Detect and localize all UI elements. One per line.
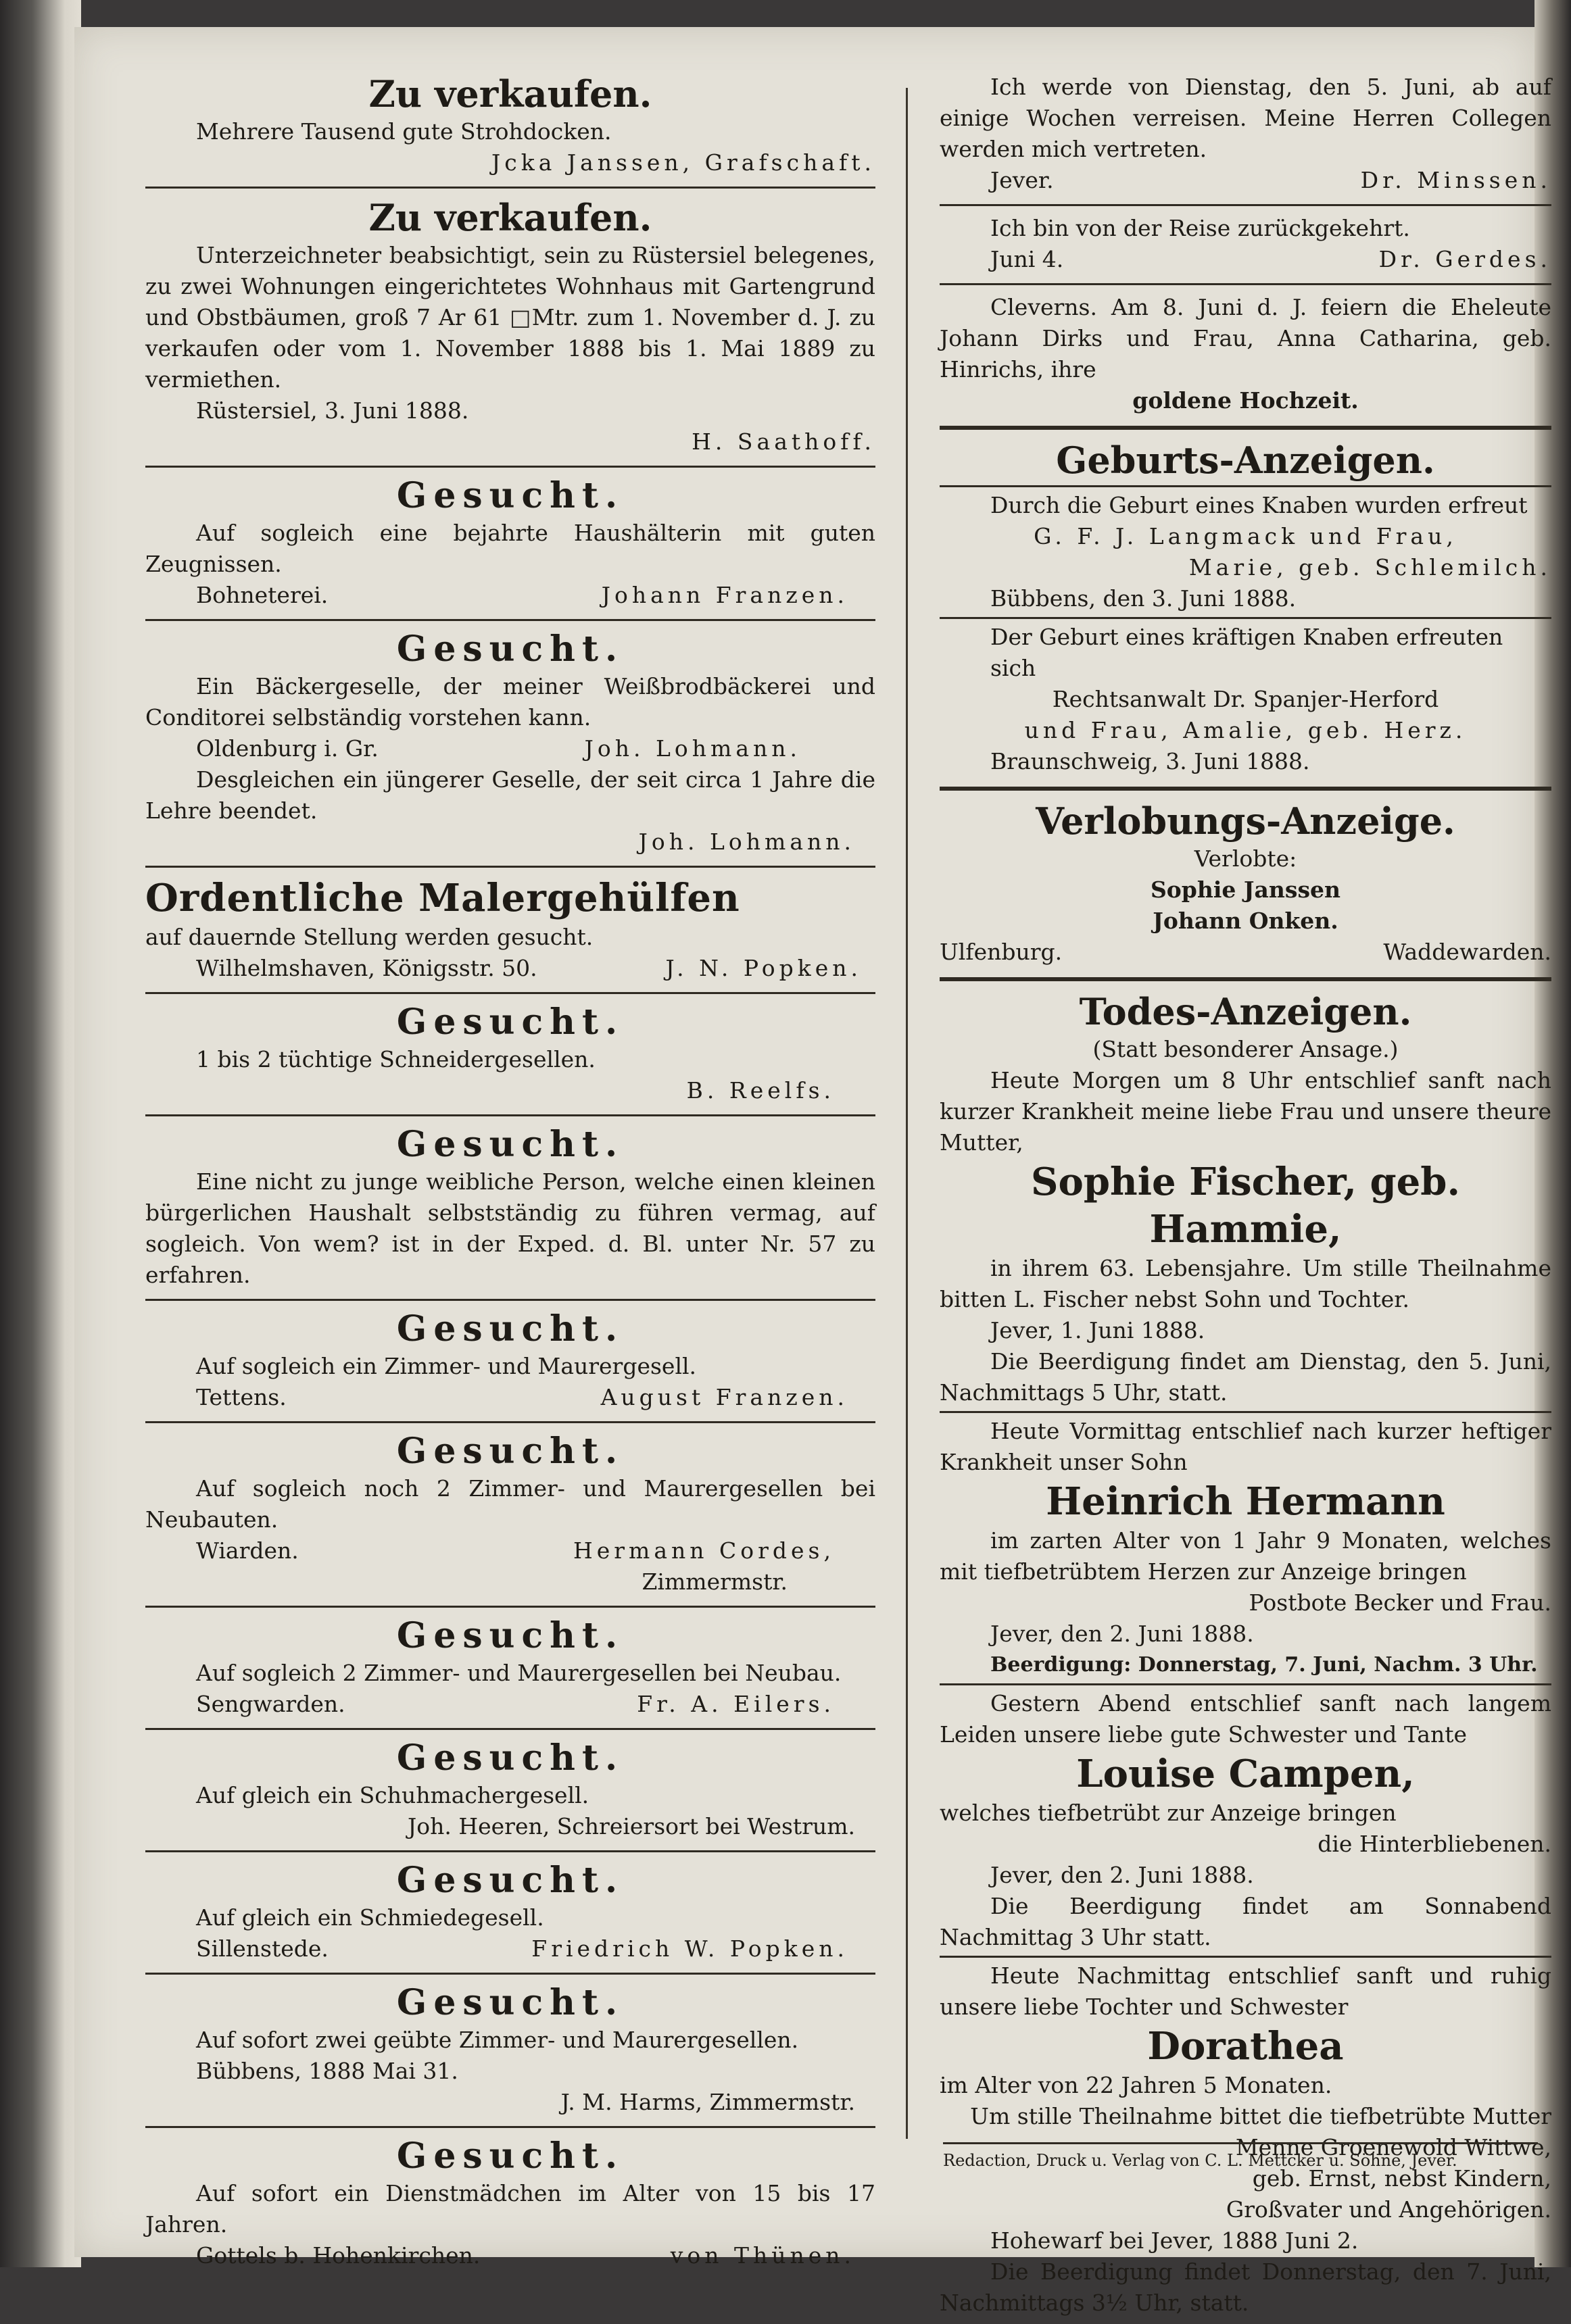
ad-text: Auf sofort zwei geübte Zimmer- und Maurergesellen. [196,2027,799,2053]
engagement-place-1: Ulfenburg. [940,939,1063,965]
ad-title: Gesucht. [396,1982,625,2023]
ad-title: Gesucht. [396,1431,625,1472]
ad-house-sale [145,191,875,463]
ad-carpenter-tettens [145,1304,875,1418]
birth-1-text: Durch die Geburt eines Knaben wurden erfreut [990,492,1528,518]
ad-text: Mehrere Tausend gute Strohdocken. [196,118,612,145]
divider [940,204,1551,206]
ad-signature: von Thünen. [670,2242,855,2269]
section-subtitle: (Statt besonderer Ansage.) [1092,1036,1399,1062]
birth-2-parents: Rechtsanwalt Dr. Spanjer-Herford [1052,686,1439,712]
ad-straw-sale [145,68,875,184]
ad-signature: August Franzen. [600,1384,848,1410]
ad-signature: J. M. Harms, Zimmermstr. [560,2089,855,2115]
ad-title: Gesucht. [396,475,625,516]
notice-signature: Dr. Gerdes. [1378,246,1551,272]
ad-signature: Johann Franzen. [601,582,848,608]
ad-signature: Joh. Heeren, Schreiersort bei Westrum. [408,1813,855,1839]
divider-thick [940,426,1551,430]
death-4-place: Hohewarf bei Jever, 1888 Juni 2. [990,2227,1359,2254]
ad-title: Ordentliche Malergehülfen [145,876,740,920]
ad-signature-2: Joh. Lohmann. [638,829,855,855]
left-column [145,68,875,2277]
birth-2-mother: und Frau, Amalie, geb. Herz. [1024,717,1467,743]
notice-place: Jever. [990,167,1054,193]
death-1-place: Jever, 1. Juni 1888. [990,1317,1205,1343]
death-4-text-3: Um stille Theilnahme bittet die tiefbetrübte Mutter [970,2103,1551,2129]
divider [145,992,875,994]
section-engagement [940,795,1551,973]
divider [940,485,1551,487]
divider [940,1683,1551,1685]
death-2-text-2: im zarten Alter von 1 Jahr 9 Monaten, welches mit tiefbetrübtem Herzen zur Anzeige bringen [940,1527,1551,1585]
divider [145,466,875,468]
ad-signature-title: Zimmermstr. [642,1568,788,1595]
notice-text: Ich bin von der Reise zurückgekehrt. [990,215,1410,241]
divider [940,283,1551,285]
notice-text: Cleverns. Am 8. Juni d. J. feiern die Eheleute Johann Dirks und Frau, Anna Catharina, geb. Hinrichs, ihre [940,294,1551,382]
death-2-place: Jever, den 2. Juni 1888. [990,1621,1254,1647]
notice-signature: Dr. Minssen. [1360,167,1551,193]
ad-painters [145,870,875,989]
ad-text: Eine nicht zu junge weibliche Person, welche einen kleinen bürgerlichen Haushalt selbstständig zu führen vermag, auf sogleich. Von wem? ist in der Exped. d. Bl. unter Nr. 57 zu erfahren. [145,1168,875,1288]
ad-title: Gesucht. [396,628,625,670]
ad-signature: Friedrich W. Popken. [531,1935,848,1962]
birth-1-place: Bübbens, den 3. Juni 1888. [990,585,1297,612]
notice-highlight: goldene Hochzeit. [1132,387,1359,414]
scan-edge-left [0,0,81,2267]
death-1-name: Sophie Fischer, geb. Hammie, [1031,1160,1460,1252]
death-2-burial: Beerdigung: Donnerstag, 7. Juni, Nachm. 3 Uhr. [990,1653,1538,1677]
death-1-burial: Die Beerdigung findet am Dienstag, den 5. Juni, Nachmittags 5 Uhr, statt. [940,1348,1551,1406]
divider [940,1411,1551,1413]
ad-signature: Joh. Lohmann. [584,735,801,762]
divider [145,1973,875,1975]
ad-text: Auf sogleich ein Zimmer- und Maurergesell. [196,1353,697,1379]
ad-place: Oldenburg i. Gr. [196,735,379,762]
ad-title: Gesucht. [396,1308,625,1350]
ad-text: Auf sogleich 2 Zimmer- und Maurergesellen bei Neubau. [196,1660,842,1686]
engagement-bride: Sophie Janssen [1150,876,1341,903]
ad-title: Gesucht. [396,1860,625,1901]
birth-1-parents: G. F. J. Langmack und Frau, [1034,523,1457,549]
ad-place: Sillenstede. [196,1935,329,1962]
engagement-place-2: Waddewarden. [1383,939,1551,965]
ad-carpenter-sengwarden [145,1610,875,1725]
ad-text: Auf sogleich noch 2 Zimmer- und Maurergesellen bei Neubauten. [145,1475,875,1533]
death-2-name: Heinrich Hermann [1046,1479,1445,1524]
ad-title: Gesucht. [396,1124,625,1165]
engagement-subtitle: Verlobte: [1194,845,1297,872]
ad-signature: Jcka Janssen, Grafschaft. [491,149,875,176]
section-title: Geburts-Anzeigen. [1056,439,1435,482]
engagement-groom: Johann Onken. [1153,908,1338,934]
birth-2-place: Braunschweig, 3. Juni 1888. [990,748,1310,774]
divider [940,1956,1551,1958]
notice-return [940,209,1551,280]
section-title: Todes-Anzeigen. [1079,990,1412,1033]
ad-smith [145,1855,875,1970]
ad-text: Auf sogleich eine bejahrte Haushälterin mit guten Zeugnissen. [145,520,875,577]
divider [145,866,875,868]
ad-text: Unterzeichneter beabsichtigt, sein zu Rüstersiel belegenes, zu zwei Wohnungen eingerichtetes Wohnhaus mit Gartengrund und Obstbäumen, groß 7 Ar 61 □Mtr. zum 1. November d. J. zu verkaufen oder vom 1. November 1888 bis 1. Mai 1889 zu vermiethen. [145,242,875,393]
ad-place: Bohneterei. [196,582,329,608]
ad-place: Gottels b. Hohenkirchen. [196,2242,481,2269]
divider [145,619,875,621]
notice-place: Juni 4. [990,246,1064,272]
ad-place: Tettens. [196,1384,287,1410]
imprint-footer: Redaction, Druck u. Verlag von C. L. Mettcker u. Söhne, Jever. [943,2142,1538,2173]
ad-title: Zu verkaufen. [368,196,652,239]
ad-shoemaker [145,1733,875,1848]
ad-text: Auf sofort ein Dienstmädchen im Alter von 15 bis 17 Jahren. [145,2180,875,2238]
death-3-text-2: welches tiefbetrübt zur Anzeige bringen [940,1800,1397,1826]
divider-thick [940,977,1551,981]
ad-carpenter-bubbens [145,1977,875,2123]
divider [145,1606,875,1608]
ad-place: Wiarden. [196,1537,299,1564]
notice-golden-wedding [940,288,1551,422]
ad-text: Auf gleich ein Schmiedegesell. [196,1904,544,1931]
section-title: Verlobungs-Anzeige. [1036,799,1455,843]
ad-place: Rüstersiel, 3. Juni 1888. [196,397,469,424]
death-4-signature-1: Menne Groenewold Wittwe, [1235,2134,1551,2160]
birth-1-mother: Marie, geb. Schlemilch. [1188,554,1551,580]
divider [145,1421,875,1423]
ad-text-2: Desgleichen ein jüngerer Geselle, der seit circa 1 Jahre die Lehre beendet. [145,766,875,824]
ad-place: Bübbens, 1888 Mai 31. [196,2058,458,2084]
death-2-signature: Postbote Becker und Frau. [1249,1589,1551,1616]
ad-title: Gesucht. [396,1002,625,1043]
divider [145,1299,875,1301]
divider [145,1850,875,1852]
section-deaths [940,985,1551,2324]
death-1-text-2: in ihrem 63. Lebensjahre. Um stille Theilnahme bitten L. Fischer nebst Sohn und Tochter. [940,1255,1551,1312]
death-4-text-2: im Alter von 22 Jahren 5 Monaten. [940,2072,1332,2098]
ad-place: Sengwarden. [196,1691,345,1717]
death-3-signature: die Hinterbliebenen. [1318,1831,1551,1857]
section-births [940,434,1551,783]
ad-signature: Fr. A. Eilers. [637,1691,835,1717]
ad-title: Gesucht. [396,1737,625,1779]
divider-thick [940,787,1551,791]
death-2-text: Heute Vormittag entschlief nach kurzer heftiger Krankheit unser Sohn [940,1418,1551,1475]
ad-title: Zu verkaufen. [368,72,652,116]
ad-carpenter-wiarden [145,1426,875,1603]
ad-text: 1 bis 2 tüchtige Schneidergesellen. [196,1046,596,1072]
ad-place: Wilhelmshaven, Königsstr. 50. [196,955,537,981]
column-separator [906,88,908,2139]
divider [145,187,875,189]
ad-title: Gesucht. [396,1615,625,1656]
ad-text: auf dauernde Stellung werden gesucht. [145,924,594,950]
divider [145,1728,875,1730]
death-4-signature-2: geb. Ernst, nebst Kindern, [1252,2165,1551,2192]
death-3-burial: Die Beerdigung findet am Sonnabend Nachmittag 3 Uhr statt. [940,1893,1551,1950]
divider [145,2126,875,2128]
death-4-burial: Die Beerdigung findet Donnerstag, den 7. Juni, Nachmittags 3½ Uhr, statt. [940,2258,1551,2316]
ad-baker [145,624,875,863]
ad-housemaid [145,1119,875,1296]
ad-text: Ein Bäckergeselle, der meiner Weißbrodbäckerei und Conditorei selbständig vorstehen kann. [145,673,875,731]
death-1-text: Heute Morgen um 8 Uhr entschlief sanft nach kurzer Krankheit meine liebe Frau und unsere theure Mutter, [940,1067,1551,1156]
ad-housekeeper [145,470,875,616]
birth-2-text: Der Geburt eines kräftigen Knaben erfreuten sich [990,624,1503,681]
death-3-place: Jever, den 2. Juni 1888. [990,1862,1254,1888]
notice-travel [940,68,1551,201]
death-4-signature-3: Großvater und Angehörigen. [1226,2196,1551,2223]
ad-title: Gesucht. [396,2135,625,2177]
death-4-text: Heute Nachmittag entschlief sanft und ruhig unsere liebe Tochter und Schwester [940,1962,1551,2020]
ad-signature: J. N. Popken. [665,955,862,981]
ad-text: Auf gleich ein Schuhmachergesell. [196,1782,589,1808]
ad-signature: H. Saathoff. [692,428,875,455]
divider [940,617,1551,619]
ad-signature: B. Reelfs. [686,1077,835,1104]
death-3-text: Gestern Abend entschlief sanft nach langem Leiden unsere liebe gute Schwester und Tante [940,1690,1551,1748]
divider [145,1114,875,1116]
ad-signature: Hermann Cordes, [573,1537,835,1564]
death-3-name: Louise Campen, [1076,1752,1415,1796]
notice-text: Ich werde von Dienstag, den 5. Juni, ab auf einige Wochen verreisen. Meine Herren Collegen werden mich vertreten. [940,74,1551,162]
death-4-name: Dorathea [1147,2024,1344,2069]
ad-tailors [145,997,875,1112]
ad-servant-girl [145,2131,875,2277]
right-column [940,68,1551,2324]
